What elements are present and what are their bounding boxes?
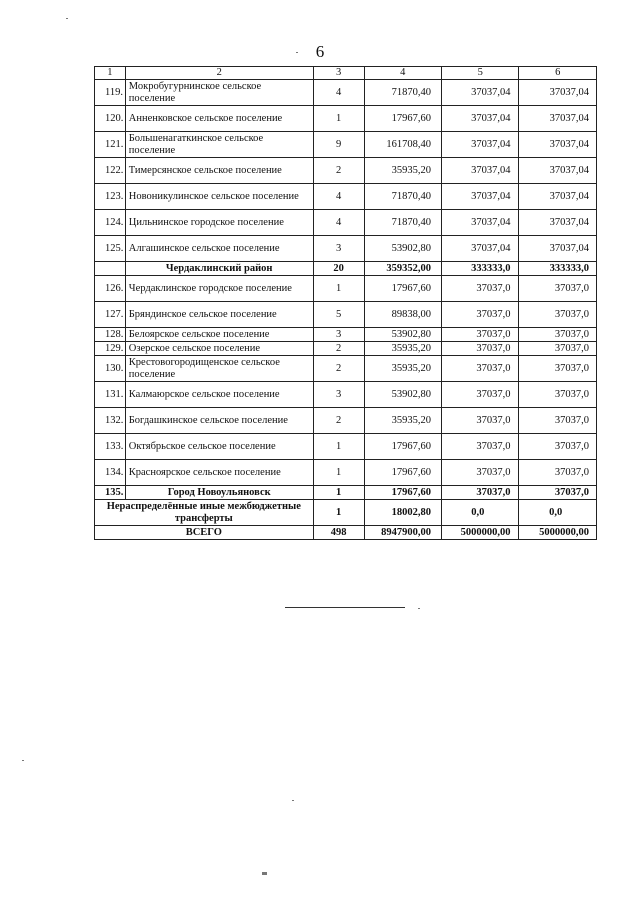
table-row <box>95 328 597 342</box>
column-6-value: 37037,04 <box>519 106 597 132</box>
quantity: 4 <box>313 80 364 106</box>
settlement-name: Бряндинское сельское поселение <box>125 302 313 328</box>
header-cell: 2 <box>125 67 313 80</box>
quantity: 3 <box>313 382 364 408</box>
row-number: 124. <box>95 210 126 236</box>
row-number: 119. <box>95 80 126 106</box>
column-5-value: 37037,0 <box>442 382 519 408</box>
table-row <box>95 356 597 382</box>
quantity: 1 <box>313 460 364 486</box>
unallocated-transfers-row <box>95 500 597 526</box>
table-row <box>95 382 597 408</box>
settlement-name: Октябрьское сельское поселение <box>125 434 313 460</box>
amount: 71870,40 <box>364 184 441 210</box>
scan-speck <box>262 872 267 875</box>
column-5-value: 37037,0 <box>442 328 519 342</box>
header-cell: 4 <box>364 67 441 80</box>
quantity: 1 <box>313 106 364 132</box>
column-5-value: 37037,0 <box>442 408 519 434</box>
amount: 17967,60 <box>364 106 441 132</box>
quantity: 1 <box>313 500 364 526</box>
row-number: 129. <box>95 342 126 356</box>
amount: 17967,60 <box>364 486 441 500</box>
row-number: 128. <box>95 328 126 342</box>
quantity: 2 <box>313 408 364 434</box>
table-row <box>95 342 597 356</box>
column-6-value: 5000000,00 <box>519 526 597 540</box>
row-number: 120. <box>95 106 126 132</box>
row-number: 126. <box>95 276 126 302</box>
column-6-value: 37037,0 <box>519 276 597 302</box>
scan-speck <box>66 18 68 19</box>
table-row <box>95 106 597 132</box>
table-row <box>95 408 597 434</box>
amount: 359352,00 <box>364 262 441 276</box>
column-5-value: 37037,04 <box>442 158 519 184</box>
quantity: 498 <box>313 526 364 540</box>
column-5-value: 37037,04 <box>442 132 519 158</box>
column-5-value: 37037,0 <box>442 302 519 328</box>
row-number: 135. <box>95 486 126 500</box>
quantity: 9 <box>313 132 364 158</box>
amount: 35935,20 <box>364 342 441 356</box>
amount: 17967,60 <box>364 434 441 460</box>
amount: 17967,60 <box>364 460 441 486</box>
table-row <box>95 434 597 460</box>
column-6-value: 37037,04 <box>519 184 597 210</box>
amount: 35935,20 <box>364 158 441 184</box>
header-cell: 3 <box>313 67 364 80</box>
table-row <box>95 236 597 262</box>
column-6-value: 37037,04 <box>519 80 597 106</box>
table-row <box>95 210 597 236</box>
row-number: 122. <box>95 158 126 184</box>
total-row <box>95 526 597 540</box>
quantity: 3 <box>313 236 364 262</box>
scan-speck <box>418 608 420 609</box>
quantity: 2 <box>313 356 364 382</box>
settlement-name: Красноярское сельское поселение <box>125 460 313 486</box>
settlement-name: Белоярское сельское поселение <box>125 328 313 342</box>
total-label: ВСЕГО <box>95 526 314 540</box>
settlement-name: Новоникулинское сельское поселение <box>125 184 313 210</box>
settlement-name: Богдашкинское сельское поселение <box>125 408 313 434</box>
quantity: 1 <box>313 434 364 460</box>
column-6-value: 37037,0 <box>519 486 597 500</box>
settlement-name: Анненковское сельское поселение <box>125 106 313 132</box>
settlement-name: Чердаклинское городское поселение <box>125 276 313 302</box>
column-5-value: 37037,04 <box>442 80 519 106</box>
column-5-value: 37037,0 <box>442 434 519 460</box>
quantity: 2 <box>313 342 364 356</box>
column-6-value: 37037,0 <box>519 408 597 434</box>
table-row <box>95 460 597 486</box>
amount: 53902,80 <box>364 236 441 262</box>
scan-speck <box>22 760 24 761</box>
quantity: 1 <box>313 486 364 500</box>
row-number <box>95 262 126 276</box>
quantity: 2 <box>313 158 364 184</box>
table-row <box>95 302 597 328</box>
district-subtotal-row <box>95 262 597 276</box>
amount: 35935,20 <box>364 408 441 434</box>
column-6-value: 37037,04 <box>519 210 597 236</box>
column-5-value: 0,0 <box>442 500 519 526</box>
header-cell: 5 <box>442 67 519 80</box>
row-number: 132. <box>95 408 126 434</box>
column-5-value: 37037,0 <box>442 276 519 302</box>
column-5-value: 37037,0 <box>442 460 519 486</box>
settlement-name: Алгашинское сельское поселение <box>125 236 313 262</box>
column-6-value: 0,0 <box>519 500 597 526</box>
amount: 53902,80 <box>364 328 441 342</box>
column-6-value: 37037,0 <box>519 342 597 356</box>
unallocated-label: Нераспределённые иные межбюджетные трансферты <box>95 500 314 526</box>
column-6-value: 37037,0 <box>519 302 597 328</box>
row-number: 131. <box>95 382 126 408</box>
amount: 53902,80 <box>364 382 441 408</box>
column-5-value: 37037,0 <box>442 486 519 500</box>
table-body <box>95 67 597 540</box>
header-cell: 1 <box>95 67 126 80</box>
page-number: 6 <box>315 42 325 61</box>
column-6-value: 37037,0 <box>519 460 597 486</box>
settlement-name: Большенагаткинское сельское поселение <box>125 132 313 158</box>
amount: 161708,40 <box>364 132 441 158</box>
settlement-name: Мокробугурнинское сельское поселение <box>125 80 313 106</box>
amount: 71870,40 <box>364 80 441 106</box>
row-number: 133. <box>95 434 126 460</box>
scan-speck <box>292 800 294 801</box>
quantity: 3 <box>313 328 364 342</box>
column-5-value: 37037,04 <box>442 184 519 210</box>
column-5-value: 5000000,00 <box>442 526 519 540</box>
settlement-name: Чердаклинский район <box>125 262 313 276</box>
settlement-name: Цильнинское городское поселение <box>125 210 313 236</box>
settlement-name: Тимерсянское сельское поселение <box>125 158 313 184</box>
settlement-name: Калмаюрское сельское поселение <box>125 382 313 408</box>
row-number: 125. <box>95 236 126 262</box>
row-number: 121. <box>95 132 126 158</box>
column-6-value: 333333,0 <box>519 262 597 276</box>
quantity: 20 <box>313 262 364 276</box>
table-row <box>95 132 597 158</box>
header-cell: 6 <box>519 67 597 80</box>
transfers-table <box>94 66 597 540</box>
amount: 35935,20 <box>364 356 441 382</box>
amount: 71870,40 <box>364 210 441 236</box>
table-row <box>95 184 597 210</box>
row-number: 130. <box>95 356 126 382</box>
quantity: 5 <box>313 302 364 328</box>
quantity: 4 <box>313 210 364 236</box>
quantity: 4 <box>313 184 364 210</box>
amount: 17967,60 <box>364 276 441 302</box>
column-6-value: 37037,04 <box>519 158 597 184</box>
quantity: 1 <box>313 276 364 302</box>
column-5-value: 37037,0 <box>442 356 519 382</box>
settlement-name: Крестовогородищенское сельское поселение <box>125 356 313 382</box>
column-5-value: 37037,04 <box>442 236 519 262</box>
column-6-value: 37037,0 <box>519 382 597 408</box>
row-number: 134. <box>95 460 126 486</box>
settlement-name: Город Новоульяновск <box>125 486 313 500</box>
column-5-value: 37037,04 <box>442 210 519 236</box>
column-5-value: 37037,04 <box>442 106 519 132</box>
row-number: 123. <box>95 184 126 210</box>
column-5-value: 37037,0 <box>442 342 519 356</box>
settlement-name: Озерское сельское поселение <box>125 342 313 356</box>
column-6-value: 37037,0 <box>519 434 597 460</box>
scan-speck <box>296 52 298 53</box>
row-number: 127. <box>95 302 126 328</box>
amount: 89838,00 <box>364 302 441 328</box>
column-number-header-row <box>95 67 597 80</box>
column-6-value: 37037,0 <box>519 356 597 382</box>
column-5-value: 333333,0 <box>442 262 519 276</box>
column-6-value: 37037,04 <box>519 236 597 262</box>
district-subtotal-row <box>95 486 597 500</box>
column-6-value: 37037,04 <box>519 132 597 158</box>
table-row <box>95 80 597 106</box>
table-row <box>95 276 597 302</box>
signature-line <box>285 607 405 608</box>
amount: 18002,80 <box>364 500 441 526</box>
column-6-value: 37037,0 <box>519 328 597 342</box>
table-row <box>95 158 597 184</box>
amount: 8947900,00 <box>364 526 441 540</box>
